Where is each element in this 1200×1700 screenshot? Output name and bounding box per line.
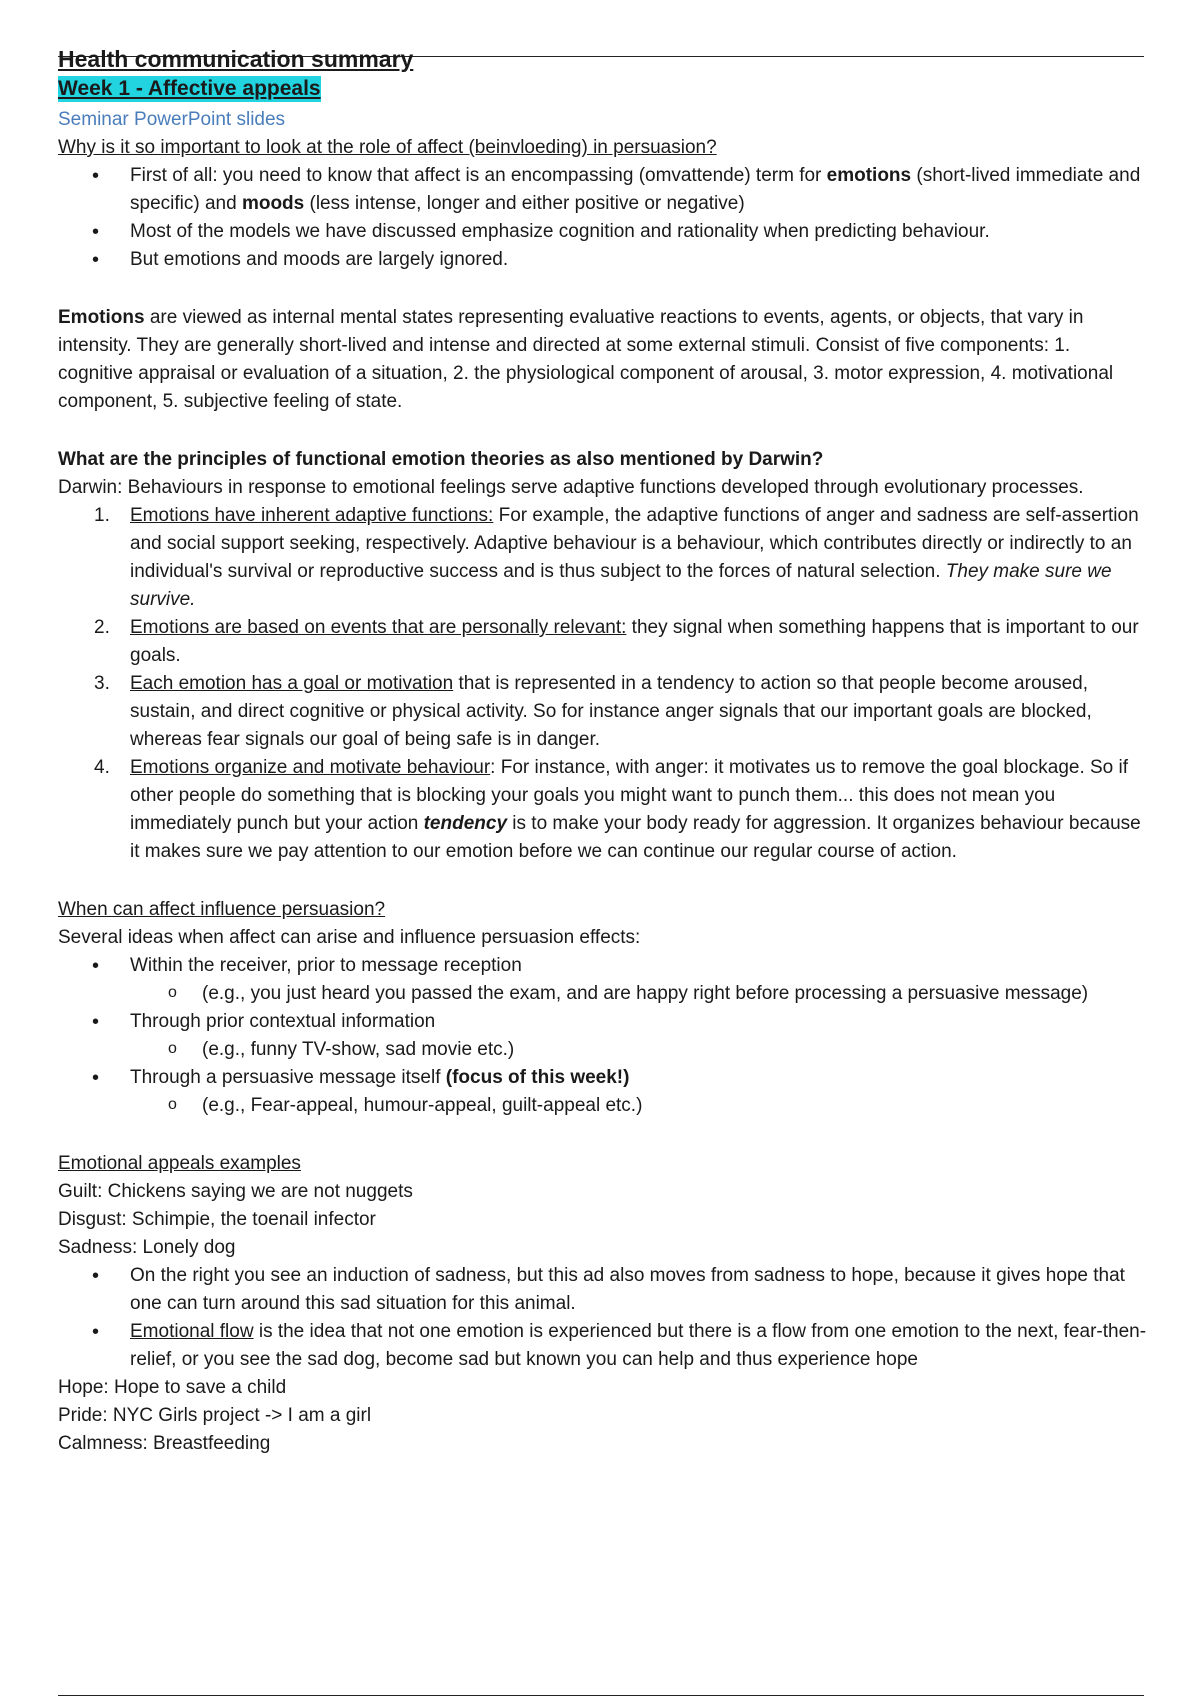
principles-list — [58, 502, 1148, 866]
list-item: • Emotional flow is the idea that not one emotion is experienced but there is a flow from one emotion to the next, fear-then-relief, or you see the sad dog, become sad but known you can help and thus experience hope — [58, 1318, 1148, 1374]
list-item: o (e.g., funny TV-show, sad movie etc.) — [58, 1036, 1148, 1064]
when-affect-list — [58, 952, 1148, 980]
seminar-slides-link[interactable]: Seminar PowerPoint slides — [58, 109, 286, 130]
example-pride: Pride: NYC Girls project -> I am a girl — [58, 1405, 372, 1426]
example-disgust: Disgust: Schimpie, the toenail infector — [58, 1209, 376, 1230]
when-affect-intro: Several ideas when affect can arise and influence persuasion effects: — [58, 927, 641, 948]
list-item: • But emotions and moods are largely ignored. — [58, 246, 1148, 274]
sub-list — [58, 1092, 1148, 1120]
sub-list — [58, 1036, 1148, 1064]
week-heading: Week 1 - Affective appeals — [58, 77, 321, 100]
list-item: 1. Emotions have inherent adaptive functions: For example, the adaptive functions of anger and sadness are self-assertion and social support seeking, respectively. Adaptive behaviour is a behaviour, which contributes directly or indirectly to an individual's survival or reproductive success and is thus subject to the forces of natural selection. They make sure we survive. — [94, 505, 1139, 610]
darwin-intro: Darwin: Behaviours in response to emotional feelings serve adaptive functions developed through evolutionary processes. — [58, 477, 1084, 498]
list-item: • Most of the models we have discussed emphasize cognition and rationality when predicting behaviour. — [58, 218, 1148, 246]
list-item: • Within the receiver, prior to message reception — [58, 952, 1148, 980]
footer-rule — [58, 1695, 1144, 1696]
list-item: • First of all: you need to know that affect is an encompassing (omvattende) term for emotions (short-lived immediate and specific) and moods (less intense, longer and either positive or negative) — [58, 162, 1148, 218]
list-item: o (e.g., you just heard you passed the exam, and are happy right before processing a persuasive message) — [58, 980, 1148, 1008]
list-item: 2. Emotions are based on events that are personally relevant: they signal when something happens that is important to our goals. — [94, 617, 1139, 666]
document-body — [58, 44, 1148, 1458]
list-item: o (e.g., Fear-appeal, humour-appeal, guilt-appeal etc.) — [58, 1092, 1148, 1120]
when-affect-list — [58, 1064, 1148, 1092]
sadness-notes-list — [58, 1262, 1148, 1374]
example-guilt: Guilt: Chickens saying we are not nuggets — [58, 1181, 413, 1202]
question-affect-importance: Why is it so important to look at the role of affect (beinvloeding) in persuasion? — [58, 137, 717, 158]
example-sadness: Sadness: Lonely dog — [58, 1237, 236, 1258]
affect-bullet-list — [58, 162, 1148, 274]
example-hope: Hope: Hope to save a child — [58, 1377, 287, 1398]
examples-heading: Emotional appeals examples — [58, 1153, 301, 1174]
list-item: 3. Each emotion has a goal or motivation that is represented in a tendency to action so that people become aroused, sustain, and direct cognitive or physical activity. So for instance anger signals that our important goals are blocked, whereas fear signals our goal of being safe is in danger. — [94, 673, 1092, 750]
sub-list — [58, 980, 1148, 1008]
document-title: Health communication summary — [58, 46, 414, 72]
question-when-affect: When can affect influence persuasion? — [58, 899, 386, 920]
list-item: • Through prior contextual information — [58, 1008, 1148, 1036]
list-item: 4. Emotions organize and motivate behaviour: For instance, with anger: it motivates us to remove the goal blockage. So if other people do something that is blocking your goals you might want to punch them... this does not mean you immediately punch but your action tendency is to make your body ready for aggression. It organizes behaviour because it makes sure we pay attention to our emotion before we can continue our regular course of action. — [94, 757, 1141, 862]
emotions-definition-paragraph: Emotions are viewed as internal mental states representing evaluative reactions to events, agents, or objects, that vary in intensity. They are generally short-lived and intense and directed at some external stimuli. Consist of five components: 1. cognitive appraisal or evaluation of a situation, 2. the physiological component of arousal, 3. motor expression, 4. motivational component, 5. subjective feeling of state. — [58, 307, 1114, 412]
when-affect-list — [58, 1008, 1148, 1036]
example-calmness: Calmness: Breastfeeding — [58, 1433, 271, 1454]
question-functional-theories: What are the principles of functional emotion theories as also mentioned by Darwin? — [58, 449, 824, 470]
list-item: • Through a persuasive message itself (focus of this week!) — [58, 1064, 1148, 1092]
list-item: • On the right you see an induction of sadness, but this ad also moves from sadness to hope, because it gives hope that one can turn around this sad situation for this animal. — [58, 1262, 1148, 1318]
